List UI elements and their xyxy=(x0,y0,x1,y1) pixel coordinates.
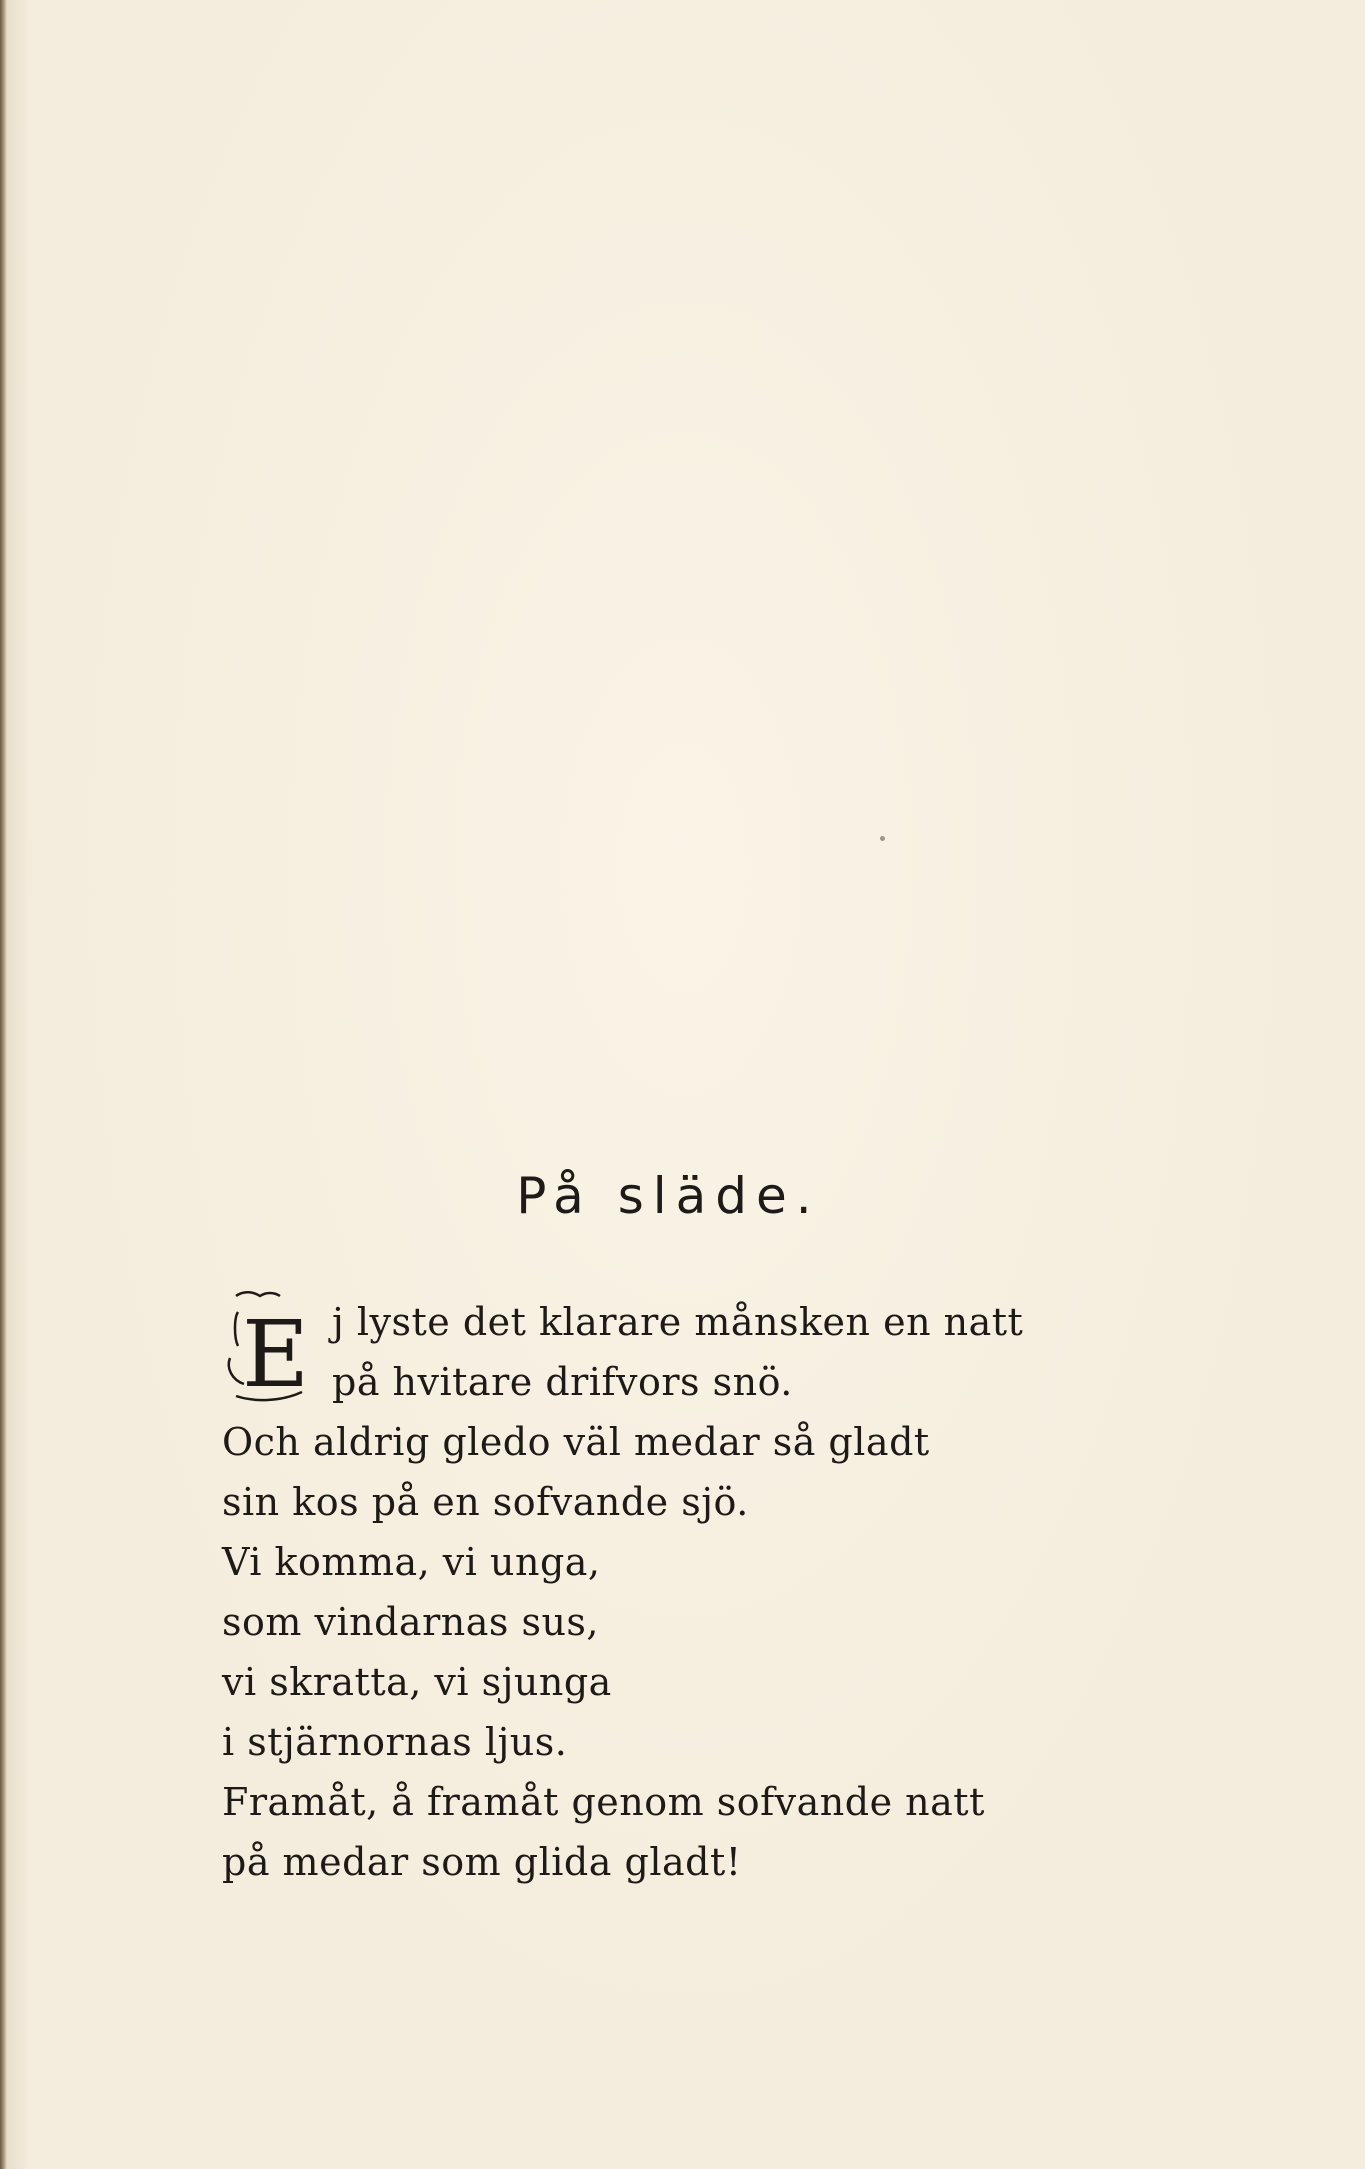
poem-line-6: som vindarnas sus, xyxy=(222,1600,599,1644)
poem-line-4: sin kos på en sofvande sjö. xyxy=(222,1480,749,1524)
poem-line-7: vi skratta, vi sjunga xyxy=(222,1660,612,1704)
poem-line-8: i stjärnornas ljus. xyxy=(222,1720,568,1764)
poem-line-3: Och aldrig gledo väl medar så gladt xyxy=(222,1420,930,1464)
poem-line-9: Framåt, å framåt genom sofvande natt xyxy=(222,1780,985,1824)
poem-line-5: Vi komma, vi unga, xyxy=(222,1540,601,1584)
poem-body xyxy=(222,1292,1122,1892)
poem-line-1: j lyste det klarare månsken en natt xyxy=(332,1300,1024,1344)
poem-line-2: på hvitare drifvors snö. xyxy=(332,1360,793,1404)
poem-title: På släde. xyxy=(516,1167,821,1225)
page-edge xyxy=(0,0,7,2169)
ornamental-drop-cap xyxy=(224,1288,322,1406)
poem-line-10: på medar som glida gladt! xyxy=(222,1840,742,1884)
drop-cap-letter: E xyxy=(242,1301,310,1406)
first-stanza-opening xyxy=(222,1292,1122,1412)
paper-speck xyxy=(880,836,885,841)
